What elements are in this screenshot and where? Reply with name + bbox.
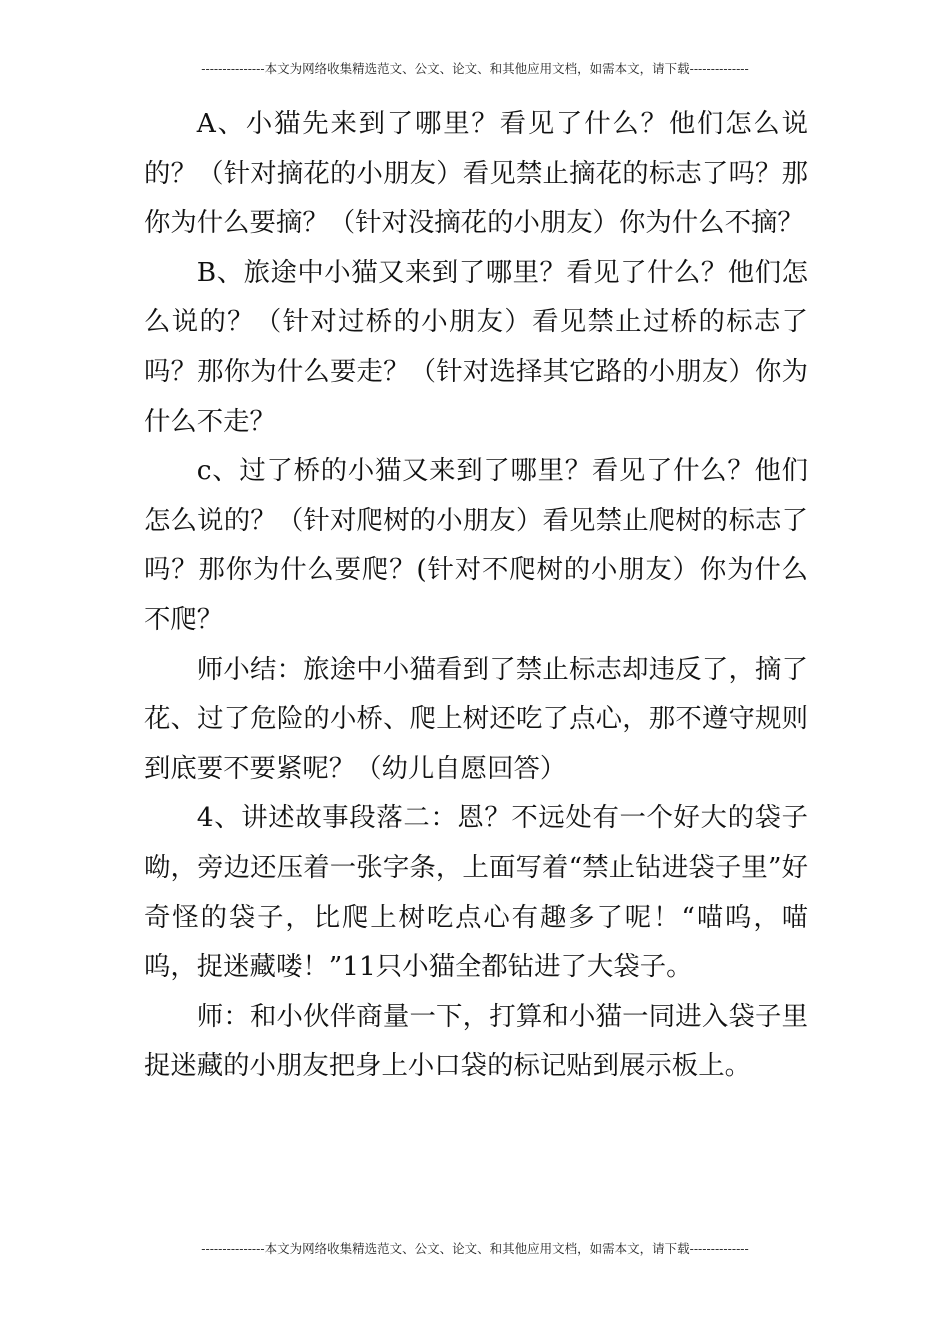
paragraph-teacher-instruction: 师：和小伙伴商量一下，打算和小猫一同进入袋子里捉迷藏的小朋友把身上小口袋的标记贴到展示板上。 [144,1000,808,1082]
paragraph-question-b: B、旅途中小猫又来到了哪里？看见了什么？他们怎么说的？（针对过桥的小朋友）看见禁止过桥的标志了吗？那你为什么要走？（针对选择其它路的小朋友）你为什么不走？ [144,256,808,437]
paragraph-story-part-two: 4、讲述故事段落二：恩？不远处有一个好大的袋子呦，旁边还压着一张字条，上面写着“禁止钻进袋子里”好奇怪的袋子，比爬上树吃点心有趣多了呢！“喵呜，喵呜，捉迷藏喽！”11只小猫全都钻进了大袋子。 [144,802,808,983]
page-footer: ---------------本文为网络收集精选范文、公文、论文、和其他应用文档，如需本文，请下载-------------- [201,1241,749,1256]
document-body [144,99,808,1091]
paragraph-question-a: A、小猫先来到了哪里？看见了什么？他们怎么说的？（针对摘花的小朋友）看见禁止摘花的标志了吗？那你为什么要摘？（针对没摘花的小朋友）你为什么不摘？ [144,108,808,239]
page-header: ---------------本文为网络收集精选范文、公文、论文、和其他应用文档，如需本文，请下载-------------- [201,61,749,76]
paragraph-teacher-summary: 师小结：旅途中小猫看到了禁止标志却违反了，摘了花、过了危险的小桥、爬上树还吃了点心，那不遵守规则到底要不要紧呢？（幼儿自愿回答） [144,653,808,784]
paragraph-question-c: c、过了桥的小猫又来到了哪里？看见了什么？他们怎么说的？（针对爬树的小朋友）看见禁止爬树的标志了吗？那你为什么要爬？(针对不爬树的小朋友）你为什么不爬？ [144,455,808,635]
